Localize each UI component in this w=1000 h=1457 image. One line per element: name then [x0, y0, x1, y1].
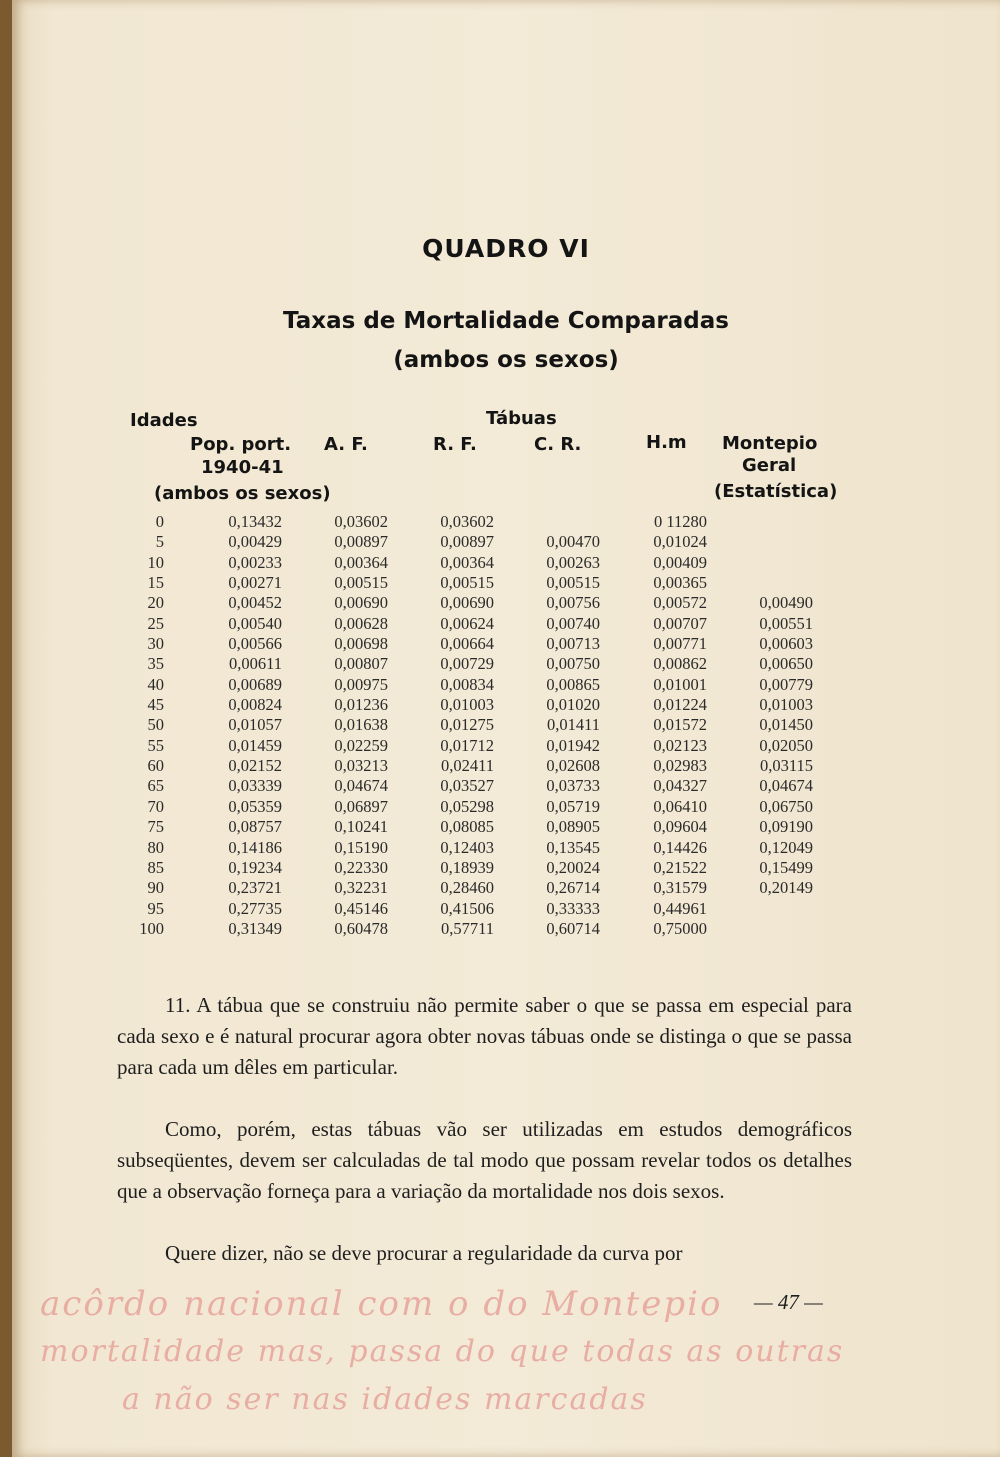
cell-montepio: 0,03115 [759, 756, 813, 776]
cell-rf: 0,00897 [440, 532, 494, 552]
cell-age: 35 [147, 654, 164, 674]
cell-pop-port: 0,14186 [228, 837, 282, 857]
cell-hm: 0,75000 [653, 918, 707, 938]
cell-af: 0,03602 [334, 512, 388, 531]
cell-montepio: 0,06750 [759, 796, 813, 816]
table-title: Taxas de Mortalidade Comparadas [283, 308, 729, 334]
cell-age: 15 [147, 573, 164, 593]
page-number: — 47 — [754, 1290, 823, 1314]
cell-hm: 0,01001 [653, 674, 707, 694]
cell-af: 0,60478 [334, 918, 388, 938]
table-row [124, 736, 813, 756]
cell-age: 75 [147, 817, 164, 837]
cell-hm: 0,04327 [653, 776, 707, 796]
cell-montepio: 0,09190 [759, 817, 813, 837]
table-row [124, 817, 813, 837]
cell-rf: 0,12403 [440, 837, 494, 857]
cell-cr: 0,00756 [546, 593, 600, 613]
cell-rf: 0,00729 [440, 654, 494, 674]
cell-montepio [707, 919, 813, 939]
cell-cr: 0,00865 [546, 674, 600, 694]
cell-hm: 0,06410 [653, 796, 707, 816]
cell-hm: 0,01572 [653, 715, 707, 735]
header-estatistica: (Estatística) [714, 481, 838, 502]
table-number: QUADRO VI [422, 234, 590, 263]
cell-rf: 0,57711 [440, 918, 494, 938]
cell-cr: 0,00740 [546, 613, 600, 633]
cell-cr: 0,00713 [546, 634, 600, 654]
cell-rf: 0,41506 [440, 898, 494, 918]
cell-rf: 0,28460 [440, 878, 494, 898]
cell-pop-port: 0,00689 [228, 674, 282, 694]
cell-pop-port: 0,05359 [228, 796, 282, 816]
cell-pop-port: 0,23721 [228, 878, 282, 898]
table-row [124, 776, 813, 796]
header-hm: H.m [646, 432, 687, 453]
cell-cr: 0,02608 [546, 756, 600, 776]
cell-age: 80 [147, 837, 164, 857]
cell-age: 5 [155, 532, 164, 552]
cell-cr: 0,00750 [546, 654, 600, 674]
cell-pop-port: 0,00566 [228, 634, 282, 654]
cell-montepio: 0,00603 [759, 634, 813, 654]
paragraph-text: Quere dizer, não se deve procurar a regularidade da curva por [165, 1241, 683, 1265]
cell-af: 0,00807 [334, 654, 388, 674]
cell-hm: 0,02123 [653, 735, 707, 755]
cell-cr: 0,26714 [546, 878, 600, 898]
cell-cr: 0,13545 [546, 837, 600, 857]
cell-rf: 0,00364 [440, 552, 494, 572]
cell-pop-port: 0,02152 [228, 756, 282, 776]
cell-af: 0,00975 [334, 674, 388, 694]
table-row [124, 715, 813, 735]
cell-pop-port: 0,00233 [228, 552, 282, 572]
cell-age: 85 [147, 857, 164, 877]
cell-montepio: 0,01450 [759, 715, 813, 735]
cell-age: 0 [155, 512, 164, 531]
cell-montepio [707, 512, 813, 532]
header-rf: R. F. [433, 434, 477, 455]
table-row [124, 675, 813, 695]
table-row [124, 553, 813, 573]
cell-rf: 0,00515 [440, 573, 494, 593]
cell-pop-port: 0,00824 [228, 695, 282, 715]
cell-pop-port: 0,00611 [228, 654, 282, 674]
cell-hm: 0,00409 [653, 552, 707, 572]
paragraph-text: Como, porém, estas tábuas vão ser utilizadas em estudos demográficos subseqüentes, devem ser calculadas de tal modo que possam revelar todos os detalhes que a observação forneça para a variação da mortalidade nos dois sexos. [117, 1117, 852, 1203]
cell-pop-port: 0,00429 [228, 532, 282, 552]
cell-af: 0,03213 [334, 756, 388, 776]
table-row [124, 899, 813, 919]
cell-cr: 0,03733 [546, 776, 600, 796]
table-row [124, 593, 813, 613]
cell-cr: 0,01020 [546, 695, 600, 715]
table-subtitle: (ambos os sexos) [393, 347, 619, 373]
cell-hm: 0,02983 [653, 756, 707, 776]
table-row [124, 878, 813, 898]
handwritten-note-line-1: acôrdo nacional com o do Montepio [40, 1284, 723, 1324]
cell-cr: 0,33333 [546, 898, 600, 918]
cell-rf: 0,03527 [440, 776, 494, 796]
cell-af: 0,22330 [334, 857, 388, 877]
cell-af: 0,00698 [334, 634, 388, 654]
header-pop-years: 1940-41 [201, 457, 284, 478]
cell-hm: 0,00365 [653, 573, 707, 593]
table-row [124, 573, 813, 593]
cell-montepio: 0,01003 [759, 695, 813, 715]
cell-montepio: 0,15499 [759, 857, 813, 877]
table-row [124, 858, 813, 878]
cell-cr: 0,05719 [546, 796, 600, 816]
cell-pop-port: 0,00540 [228, 613, 282, 633]
cell-af: 0,02259 [334, 735, 388, 755]
header-af: A. F. [324, 434, 368, 455]
cell-cr: 0,20024 [546, 857, 600, 877]
cell-af: 0,00628 [334, 613, 388, 633]
cell-pop-port: 0,13432 [228, 512, 282, 531]
cell-af: 0,00897 [334, 532, 388, 552]
header-ambos-os-sexos: (ambos os sexos) [154, 483, 331, 504]
cell-age: 90 [147, 878, 164, 898]
table-row [124, 797, 813, 817]
cell-cr: 0,60714 [546, 918, 600, 938]
cell-hm: 0,14426 [653, 837, 707, 857]
cell-af: 0,00690 [334, 593, 388, 613]
cell-montepio [707, 573, 813, 593]
cell-af: 0,00515 [334, 573, 388, 593]
cell-pop-port: 0,19234 [228, 857, 282, 877]
cell-af: 0,01638 [334, 715, 388, 735]
header-cr: C. R. [534, 434, 582, 455]
paragraph-text: 11. A tábua que se construiu não permite saber o que se passa em especial para cada sexo e é natural procurar agora obter novas tábuas onde se distinga o que se passa para cada um dêles em particular. [117, 993, 852, 1079]
cell-af: 0,00364 [334, 552, 388, 572]
cell-pop-port: 0,00271 [228, 573, 282, 593]
cell-montepio [707, 553, 813, 573]
mortality-table [124, 512, 813, 939]
cell-af: 0,32231 [334, 878, 388, 898]
header-geral: Geral [742, 455, 797, 476]
cell-af: 0,15190 [334, 837, 388, 857]
header-idades: Idades [130, 410, 198, 431]
header-pop-port: Pop. port. [190, 434, 292, 455]
cell-rf: 0,01003 [440, 695, 494, 715]
cell-hm: 0,09604 [653, 817, 707, 837]
cell-age: 10 [147, 552, 164, 572]
cell-af: 0,10241 [334, 817, 388, 837]
cell-rf: 0,00664 [440, 634, 494, 654]
cell-montepio: 0,12049 [759, 837, 813, 857]
cell-hm: 0,21522 [653, 857, 707, 877]
cell-cr: 0,01411 [546, 715, 600, 735]
cell-rf: 0,00834 [440, 674, 494, 694]
cell-age: 25 [147, 613, 164, 633]
cell-cr: 0,00263 [546, 552, 600, 572]
handwritten-note-line-2: mortalidade mas, passa do que todas as outras [40, 1334, 845, 1369]
cell-pop-port: 0,01459 [228, 735, 282, 755]
table-row [124, 838, 813, 858]
cell-cr: 0,00470 [546, 532, 600, 552]
cell-hm: 0,31579 [653, 878, 707, 898]
table-row [124, 512, 813, 532]
cell-age: 100 [139, 918, 164, 938]
table-row [124, 695, 813, 715]
cell-hm: 0,00707 [653, 613, 707, 633]
cell-hm: 0,00572 [653, 593, 707, 613]
cell-hm: 0,00862 [653, 654, 707, 674]
cell-hm: 0,01224 [653, 695, 707, 715]
table-row [124, 919, 813, 939]
cell-rf: 0,03602 [440, 512, 494, 531]
cell-hm: 0 11280 [653, 512, 707, 531]
cell-age: 65 [147, 776, 164, 796]
cell-montepio: 0,04674 [759, 776, 813, 796]
cell-pop-port: 0,01057 [228, 715, 282, 735]
cell-age: 45 [147, 695, 164, 715]
paragraph-quere [117, 1238, 852, 1269]
cell-rf: 0,00690 [440, 593, 494, 613]
cell-montepio: 0,00650 [759, 654, 813, 674]
cell-af: 0,01236 [334, 695, 388, 715]
cell-montepio: 0,00490 [759, 593, 813, 613]
table-row [124, 756, 813, 776]
cell-cr: 0,08905 [546, 817, 600, 837]
table-row [124, 532, 813, 552]
cell-age: 95 [147, 898, 164, 918]
cell-age: 20 [147, 593, 164, 613]
cell-montepio: 0,00779 [759, 674, 813, 694]
cell-age: 60 [147, 756, 164, 776]
table-row [124, 634, 813, 654]
cell-rf: 0,02411 [440, 756, 494, 776]
cell-rf: 0,01712 [440, 735, 494, 755]
cell-age: 55 [147, 735, 164, 755]
paragraph-11 [117, 990, 852, 1083]
cell-montepio [707, 899, 813, 919]
cell-hm: 0,00771 [653, 634, 707, 654]
cell-hm: 0,01024 [653, 532, 707, 552]
paragraph-como [117, 1114, 852, 1207]
cell-pop-port: 0,27735 [228, 898, 282, 918]
cell-rf: 0,18939 [440, 857, 494, 877]
cell-af: 0,04674 [334, 776, 388, 796]
cell-age: 70 [147, 796, 164, 816]
cell-af: 0,06897 [334, 796, 388, 816]
cell-cr [494, 512, 600, 532]
document-page [12, 0, 1000, 1457]
header-montepio: Montepio [722, 433, 818, 454]
cell-rf: 0,00624 [440, 613, 494, 633]
cell-pop-port: 0,00452 [228, 593, 282, 613]
cell-hm: 0,44961 [653, 898, 707, 918]
cell-montepio [707, 532, 813, 552]
handwritten-note-line-3: a não ser nas idades marcadas [122, 1382, 648, 1417]
cell-age: 50 [147, 715, 164, 735]
cell-montepio: 0,00551 [759, 613, 813, 633]
cell-age: 30 [147, 634, 164, 654]
cell-cr: 0,00515 [546, 573, 600, 593]
cell-rf: 0,08085 [440, 817, 494, 837]
cell-af: 0,45146 [334, 898, 388, 918]
cell-montepio: 0,20149 [759, 878, 813, 898]
header-tabuas: Tábuas [486, 408, 557, 429]
table-row [124, 654, 813, 674]
table-row [124, 614, 813, 634]
cell-pop-port: 0,08757 [228, 817, 282, 837]
cell-pop-port: 0,31349 [228, 918, 282, 938]
cell-montepio: 0,02050 [759, 735, 813, 755]
cell-cr: 0,01942 [546, 735, 600, 755]
cell-rf: 0,01275 [440, 715, 494, 735]
cell-pop-port: 0,03339 [228, 776, 282, 796]
cell-age: 40 [147, 674, 164, 694]
cell-rf: 0,05298 [440, 796, 494, 816]
